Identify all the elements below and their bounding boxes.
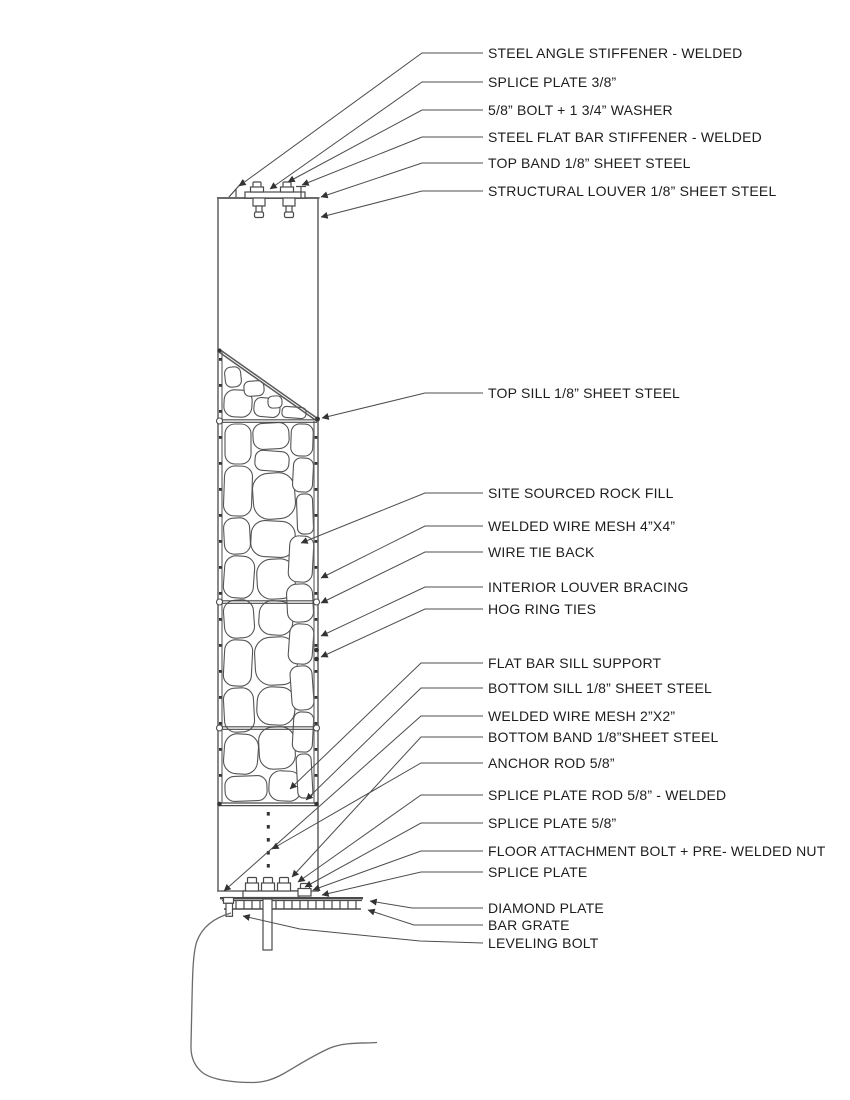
callout-label-structural-louver: STRUCTURAL LOUVER 1/8” SHEET STEEL [488, 183, 777, 199]
leader-line-rock-fill [301, 493, 483, 543]
callout-label-floor-attachment-bolt: FLOOR ATTACHMENT BOLT + PRE- WELDED NUT [488, 843, 826, 859]
leader-line-splice-plate-3-8 [270, 82, 483, 189]
rock-stone [225, 424, 251, 464]
rock-stone [268, 396, 283, 409]
leader-line-splice-plate-rod [298, 795, 483, 882]
leader-line-splice-plate [322, 872, 483, 895]
base-connection [220, 878, 363, 951]
leader-line-bar-grate [368, 910, 483, 925]
rock-stone [223, 466, 253, 517]
callout-label-splice-plate-3-8: SPLICE PLATE 3/8” [488, 74, 617, 90]
leader-line-top-sill [322, 393, 483, 418]
rock-stone [256, 686, 296, 726]
callout-label-flat-bar-sill-support: FLAT BAR SILL SUPPORT [488, 655, 662, 671]
leader-line-floor-attachment-bolt [313, 851, 483, 890]
rock-stone [223, 599, 256, 639]
callout-label-diamond-plate: DIAMOND PLATE [488, 900, 604, 916]
leader-line-bottom-sill [306, 688, 483, 800]
leveling-bolt-shape [224, 898, 273, 951]
leader-line-interior-louver-bracing [321, 587, 483, 636]
leader-line-steel-angle-stiffener [239, 53, 483, 186]
rock-stone [252, 422, 289, 450]
top-bolt-left [251, 182, 266, 218]
callout-label-wire-mesh-2x2: WELDED WIRE MESH 2”X2” [488, 708, 676, 724]
rock-stone [223, 555, 256, 599]
top-splice-plate [245, 192, 305, 198]
callout-label-bottom-band: BOTTOM BAND 1/8”SHEET STEEL [488, 729, 719, 745]
callout-label-splice-plate: SPLICE PLATE [488, 864, 588, 880]
top-bolt-right [281, 182, 296, 218]
base-splice-plate [243, 891, 299, 898]
callout-label-top-band: TOP BAND 1/8” SHEET STEEL [488, 155, 691, 171]
anchor-rod-dotted [267, 812, 270, 881]
rock-stone [225, 775, 268, 801]
ground-line [191, 913, 377, 1083]
bar-grate-shape [222, 901, 362, 910]
rock-stone [296, 494, 313, 535]
leader-line-wire-tie-back [321, 552, 483, 603]
rock-stone [292, 457, 314, 492]
callout-label-wire-tie-back: WIRE TIE BACK [488, 544, 595, 560]
callout-label-hog-ring-ties: HOG RING TIES [488, 601, 597, 617]
callout-label-wire-mesh-4x4: WELDED WIRE MESH 4”X4” [488, 518, 676, 534]
leader-line-diamond-plate [370, 901, 483, 908]
callout-label-bottom-sill: BOTTOM SILL 1/8” SHEET STEEL [488, 680, 712, 696]
leader-line-splice-plate-5-8 [305, 823, 483, 887]
leader-line-leveling-bolt [243, 916, 483, 943]
callout-label-anchor-rod: ANCHOR ROD 5/8” [488, 755, 615, 771]
rock-stone [289, 665, 314, 710]
leader-line-structural-louver [321, 191, 483, 217]
leader-line-hog-ring-ties [321, 609, 483, 657]
rock-stone [223, 517, 251, 554]
rock-stone [258, 726, 296, 770]
leader-line-bolt-washer [288, 110, 483, 182]
callout-label-flat-bar-stiffener: STEEL FLAT BAR STIFFENER - WELDED [488, 129, 762, 145]
rock-fill [223, 366, 315, 802]
rock-stone [224, 366, 242, 388]
callout-label-splice-plate-5-8: SPLICE PLATE 5/8” [488, 815, 617, 831]
callout-label-bolt-washer: 5/8” BOLT + 1 3/4” WASHER [488, 102, 673, 118]
leader-line-bottom-band [292, 737, 483, 877]
rock-stone [296, 754, 313, 799]
callout-label-steel-angle-stiffener: STEEL ANGLE STIFFENER - WELDED [488, 45, 743, 61]
rock-stone [288, 623, 315, 665]
rock-stone [292, 712, 314, 753]
rock-stone [223, 639, 253, 686]
callout-label-splice-plate-rod: SPLICE PLATE ROD 5/8” - WELDED [488, 787, 727, 803]
callout-label-rock-fill: SITE SOURCED ROCK FILL [488, 485, 674, 501]
rock-stone [223, 687, 255, 733]
leader-line-flat-bar-stiffener [302, 137, 483, 185]
rock-stone [290, 424, 313, 457]
rock-stone [251, 472, 296, 521]
callout-label-bar-grate: BAR GRATE [488, 917, 570, 933]
callout-label-interior-louver-bracing: INTERIOR LOUVER BRACING [488, 579, 689, 595]
rock-stone [254, 450, 289, 472]
callout-label-leveling-bolt: LEVELING BOLT [488, 935, 599, 951]
rock-stone [223, 733, 260, 775]
callout-label-top-sill: TOP SILL 1/8” SHEET STEEL [488, 385, 681, 401]
